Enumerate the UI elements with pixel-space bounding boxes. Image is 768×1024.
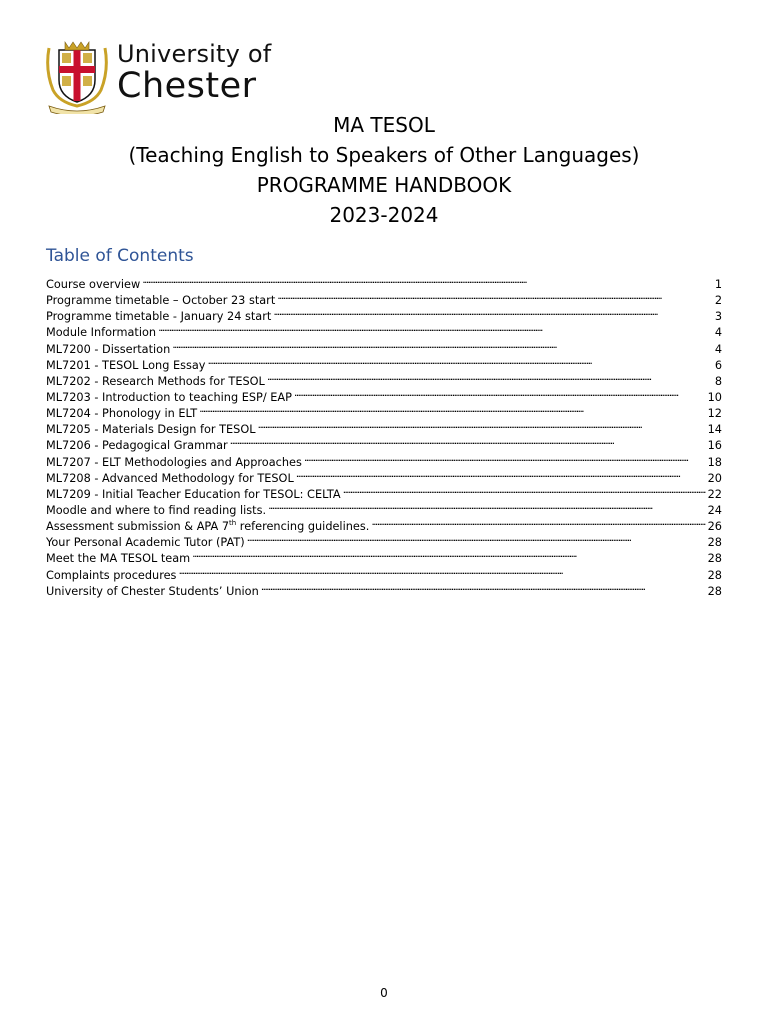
toc-dot-leader	[277, 288, 712, 304]
toc-entry-page[interactable]: 18	[707, 455, 722, 469]
toc-entry-page[interactable]: 3	[714, 310, 722, 324]
toc-entry-page[interactable]: 28	[707, 552, 722, 566]
toc-dot-leader	[258, 417, 706, 433]
toc-entry-page[interactable]: 24	[707, 503, 722, 517]
toc-entry-page[interactable]: 14	[707, 423, 722, 437]
toc-entry-label[interactable]: Meet the MA TESOL team	[46, 552, 191, 566]
toc-dot-leader	[178, 563, 705, 579]
toc-entry-page[interactable]: 6	[714, 358, 722, 372]
toc-entry-page[interactable]: 4	[714, 342, 722, 356]
toc-entry-page[interactable]: 12	[707, 407, 722, 421]
toc-entry-page[interactable]: 4	[714, 326, 722, 340]
toc-entry-label[interactable]: ML7208 - Advanced Methodology for TESOL	[46, 471, 294, 485]
toc-dot-leader	[158, 320, 712, 336]
university-logo	[45, 40, 275, 115]
toc-entry-label[interactable]: Moodle and where to find reading lists.	[46, 503, 267, 517]
toc-entry-page[interactable]: 16	[707, 439, 722, 453]
toc-entry-label[interactable]: Programme timetable - January 24 start	[46, 310, 272, 324]
toc-heading: Table of Contents	[46, 246, 194, 266]
toc-entry-label[interactable]: ML7207 - ELT Methodologies and Approaches	[46, 455, 302, 469]
toc-entry-label-text: referencing guidelines.	[236, 520, 370, 534]
toc-entry-label[interactable]: University of Chester Students’ Union	[46, 584, 259, 598]
title-year: 2023-2024	[329, 203, 439, 227]
toc-entry-label[interactable]: ML7209 - Initial Teacher Education for TESOL: CELTA	[46, 487, 341, 501]
title-programme: MA TESOL	[333, 113, 435, 137]
table-of-contents	[46, 272, 722, 598]
toc-entry-label[interactable]: ML7200 - Dissertation	[46, 342, 171, 356]
toc-entry-page[interactable]: 20	[707, 471, 722, 485]
toc-dot-leader	[343, 482, 706, 498]
toc-entry-label[interactable]: Course overview	[46, 278, 141, 291]
toc-entry-page[interactable]: 28	[707, 584, 722, 598]
title-subtitle: (Teaching English to Speakers of Other Languages)	[128, 143, 640, 167]
toc-dot-leader	[199, 401, 705, 417]
toc-entry-label[interactable]: Your Personal Academic Tutor (PAT)	[46, 536, 245, 550]
logo-chester: Chester	[117, 66, 257, 106]
toc-entry-page[interactable]: 26	[707, 520, 722, 534]
toc-entry-page[interactable]: 10	[707, 390, 722, 404]
toc-entry-page[interactable]: 22	[707, 487, 722, 501]
toc-dot-leader	[230, 433, 706, 449]
toc-entry-page[interactable]: 28	[707, 536, 722, 550]
toc-dot-leader	[304, 450, 706, 466]
toc-entry-page[interactable]: 1	[714, 278, 722, 291]
toc-entry-label[interactable]: ML7201 - TESOL Long Essay	[46, 358, 206, 372]
toc-dot-leader	[273, 304, 712, 320]
toc-dot-leader	[267, 369, 712, 385]
toc-entry-label-superscript: th	[229, 519, 237, 528]
toc-entry-label[interactable]: ML7205 - Materials Design for TESOL	[46, 423, 256, 437]
toc-dot-leader	[142, 272, 712, 288]
toc-dot-leader	[261, 579, 706, 595]
document-title-block	[0, 110, 768, 230]
toc-entry[interactable]	[46, 288, 722, 308]
toc-entry-label[interactable]: Module Information	[46, 326, 157, 340]
toc-dot-leader	[172, 337, 712, 353]
toc-dot-leader	[296, 466, 706, 482]
toc-entry-label[interactable]: ML7202 - Research Methods for TESOL	[46, 374, 265, 388]
toc-entry-label-text: Assessment submission & APA 7	[46, 520, 230, 534]
toc-dot-leader	[207, 353, 712, 369]
logo-university-of: University of	[117, 40, 272, 68]
toc-entry-page[interactable]: 8	[714, 374, 722, 388]
toc-dot-leader	[268, 498, 706, 514]
toc-dot-leader	[294, 385, 706, 401]
toc-entry-page[interactable]: 2	[714, 294, 722, 308]
toc-dot-leader	[371, 514, 705, 530]
page-number: 0	[380, 986, 388, 1000]
toc-entry-label[interactable]: ML7204 - Phonology in ELT	[46, 407, 198, 421]
toc-entry-page[interactable]: 28	[707, 568, 722, 582]
toc-dot-leader	[192, 546, 705, 562]
toc-entry-label[interactable]: Complaints procedures	[46, 568, 177, 582]
toc-entry[interactable]	[46, 272, 722, 291]
toc-entry-label[interactable]: ML7203 - Introduction to teaching ESP/ EAP	[46, 390, 292, 404]
university-crest-icon	[45, 40, 109, 114]
toc-entry-label[interactable]: ML7206 - Pedagogical Grammar	[46, 439, 228, 453]
toc-entry-label[interactable]: Programme timetable – October 23 start	[46, 294, 276, 308]
toc-dot-leader	[247, 530, 706, 546]
title-handbook: PROGRAMME HANDBOOK	[256, 173, 512, 197]
